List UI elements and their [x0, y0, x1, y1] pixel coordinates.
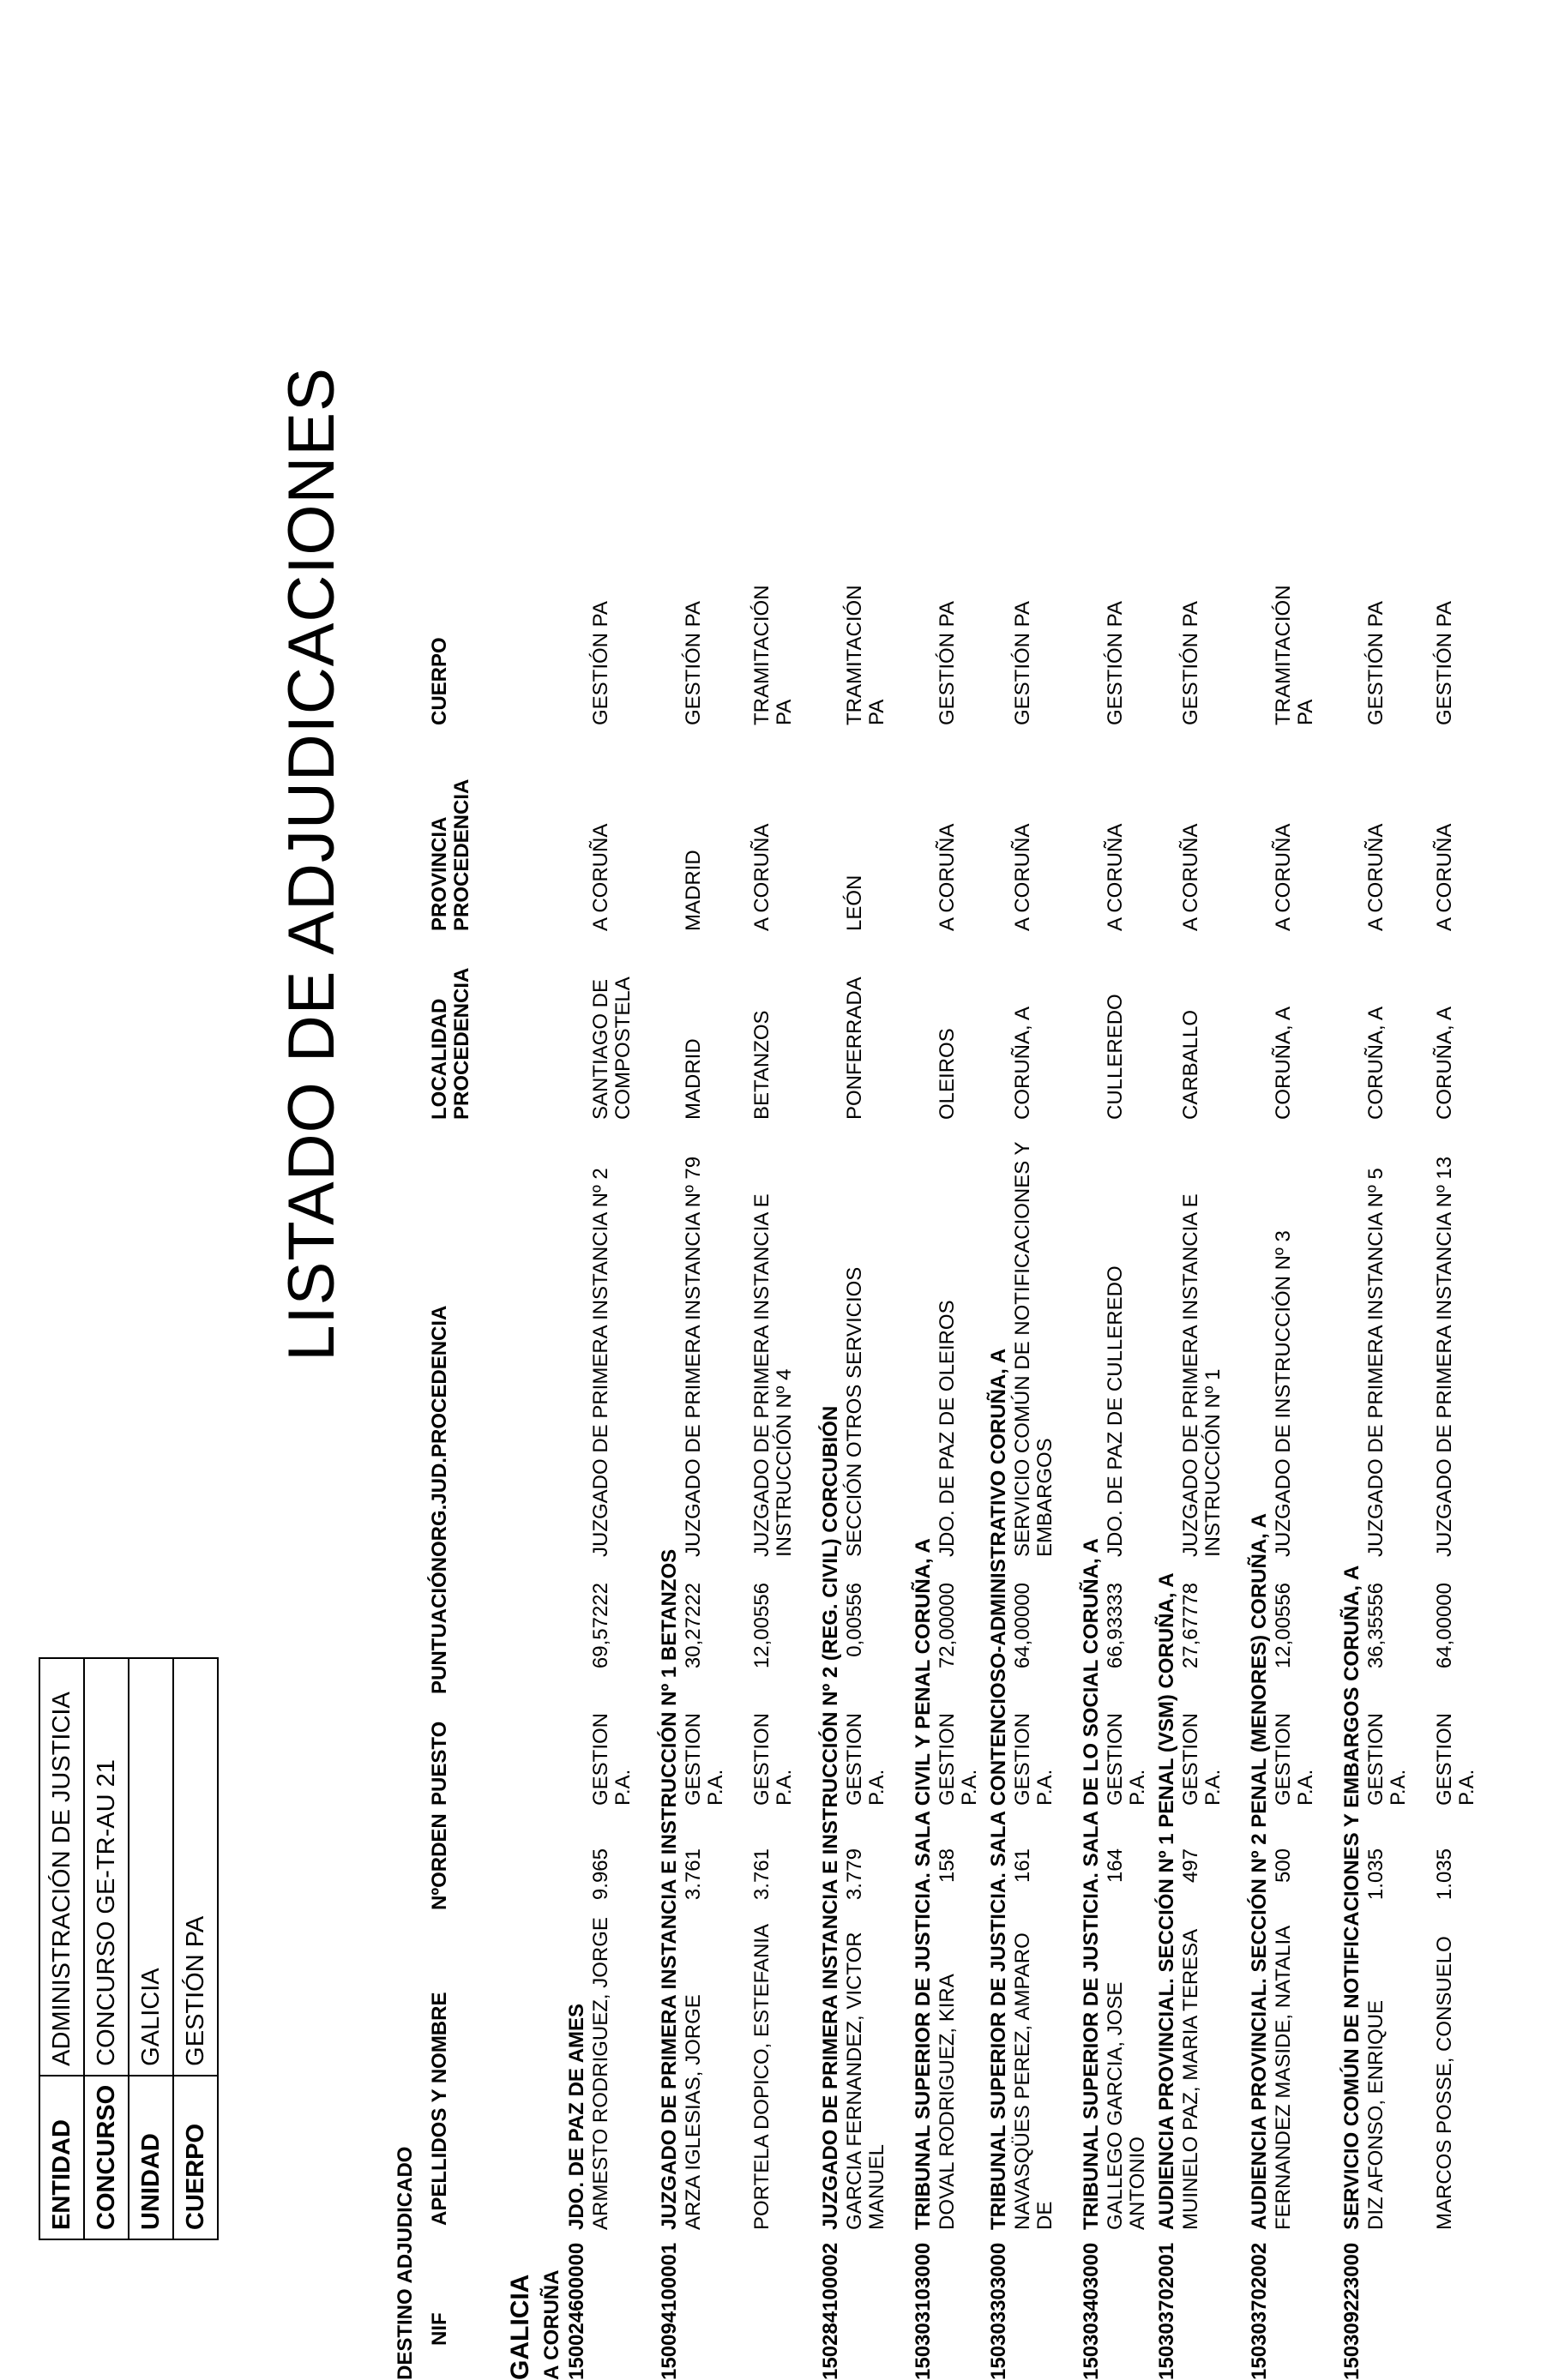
header-cuerpo: CUERPO [428, 637, 451, 725]
group-name: AUDIENCIA PROVINCIAL. SECCIÓN Nº 1 PENAL (VSM) CORUÑA, A [1155, 1572, 1178, 2230]
header-orden: NºORDEN [428, 1813, 451, 1910]
group-code: 150303702001 [1155, 2242, 1178, 2380]
score: 64,00000 [1011, 1583, 1034, 1669]
info-value: ADMINISTRACIÓN DE JUSTICIA [39, 1658, 84, 2076]
post: GESTION P.A. [682, 1712, 727, 1806]
body-name: TRAMITACIÓN PA [750, 585, 796, 725]
origin-locality: SANTIAGO DE COMPOSTELA [589, 977, 635, 1120]
applicant-name: ARMESTO RODRIGUEZ, JORGE [589, 1917, 612, 2230]
header-nif: NIF [428, 2312, 451, 2346]
origin-locality: CORUÑA, A [1433, 1006, 1456, 1120]
info-value: CONCURSO GE-TR-AU 21 [84, 1658, 129, 2076]
header-destino: DESTINO ADJUDICADO [394, 2146, 417, 2380]
score: 36,35556 [1364, 1583, 1387, 1669]
origin-court: JUZGADO DE PRIMERA INSTANCIA Nº 5 [1364, 1168, 1387, 1557]
post: GESTION P.A. [1104, 1712, 1149, 1806]
origin-province: MADRID [682, 850, 705, 931]
origin-locality: MADRID [682, 1038, 705, 1120]
info-row [129, 1658, 173, 2239]
score: 0,00556 [843, 1583, 866, 1657]
group-code: 150284100002 [819, 2242, 842, 2380]
info-row [173, 1658, 218, 2239]
order-number: 3.779 [843, 1848, 866, 1901]
origin-court: SERVICIO COMÚN DE NOTIFICACIONES Y EMBARGOS [1011, 1141, 1056, 1557]
applicant-name: PORTELA DOPICO, ESTEFANIA [750, 1924, 773, 2230]
post: GESTION P.A. [1272, 1712, 1317, 1806]
body-name: GESTIÓN PA [936, 601, 959, 725]
post: GESTION P.A. [1433, 1712, 1478, 1806]
order-number: 1.035 [1364, 1848, 1387, 1901]
score: 64,00000 [1433, 1583, 1456, 1669]
header-org: ORG.JUD.PROCEDENCIA [428, 1305, 451, 1557]
order-number: 9.965 [589, 1848, 612, 1901]
origin-province: A CORUÑA [1179, 823, 1202, 931]
applicant-name: DOVAL RODRIGUEZ, KIRA [936, 1974, 959, 2230]
applicant-name: DIZ AFONSO, ENRIQUE [1364, 1999, 1387, 2230]
post: GESTION P.A. [750, 1712, 796, 1806]
order-number: 3.761 [682, 1848, 705, 1901]
order-number: 500 [1272, 1848, 1295, 1884]
origin-province: A CORUÑA [1011, 823, 1034, 931]
origin-court: JDO. DE PAZ DE CULLEREDO [1104, 1265, 1127, 1557]
applicant-name: MARCOS POSSE, CONSUELO [1433, 1936, 1456, 2230]
post: GESTION P.A. [1364, 1712, 1410, 1806]
score: 12,00556 [1272, 1583, 1295, 1669]
origin-court: JUZGADO DE PRIMERA INSTANCIA E INSTRUCCIÓN Nº 4 [750, 1193, 796, 1557]
header-localidad: LOCALIDAD PROCEDENCIA [428, 967, 473, 1120]
score: 69,57222 [589, 1583, 612, 1669]
origin-locality: CORUÑA, A [1272, 1006, 1295, 1120]
info-row [84, 1658, 129, 2239]
post: GESTION P.A. [936, 1712, 981, 1806]
body-name: GESTIÓN PA [682, 601, 705, 725]
info-key: CONCURSO [84, 2076, 129, 2239]
header-puesto: PUESTO [428, 1721, 451, 1806]
origin-locality: OLEIROS [936, 1028, 959, 1120]
info-value: GESTIÓN PA [173, 1658, 218, 2076]
group-code: 150303303000 [987, 2242, 1010, 2380]
order-number: 161 [1011, 1848, 1034, 1884]
body-name: GESTIÓN PA [1364, 601, 1387, 725]
group-name: AUDIENCIA PROVINCIAL. SECCIÓN Nº 2 PENAL (MENORES) CORUÑA, A [1248, 1513, 1271, 2230]
applicant-name: GARCIA FERNANDEZ, VICTOR MANUEL [843, 1932, 888, 2230]
order-number: 497 [1179, 1848, 1202, 1884]
info-table [39, 1657, 219, 2240]
group-code: 150303103000 [912, 2242, 935, 2380]
group-name: TRIBUNAL SUPERIOR DE JUSTICIA. SALA CONTENCIOSO-ADMINISTRATIVO CORUÑA, A [987, 1348, 1010, 2230]
group-code: 150024600000 [565, 2242, 588, 2380]
group-name: JUZGADO DE PRIMERA INSTANCIA E INSTRUCCIÓN Nº 2 (REG. CIVIL) CORCUBIÓN [819, 1405, 842, 2230]
order-number: 1.035 [1433, 1848, 1456, 1901]
applicant-name: MUINELO PAZ, MARIA TERESA [1179, 1928, 1202, 2230]
post: GESTION P.A. [1011, 1712, 1056, 1806]
body-name: GESTIÓN PA [589, 601, 612, 725]
body-name: GESTIÓN PA [1104, 601, 1127, 725]
header-provincia: PROVINCIA PROCEDENCIA [428, 778, 473, 931]
origin-province: A CORUÑA [1104, 823, 1127, 931]
origin-province: A CORUÑA [589, 823, 612, 931]
origin-court: JUZGADO DE INSTRUCCIÓN Nº 3 [1272, 1230, 1295, 1557]
post: GESTION P.A. [1179, 1712, 1225, 1806]
body-name: TRAMITACIÓN PA [1272, 585, 1317, 725]
origin-court: JUZGADO DE PRIMERA INSTANCIA Nº 13 [1433, 1156, 1456, 1557]
post: GESTION P.A. [843, 1712, 888, 1806]
origin-province: A CORUÑA [750, 823, 773, 931]
order-number: 158 [936, 1848, 959, 1884]
info-value: GALICIA [129, 1658, 173, 2076]
info-row [39, 1658, 84, 2239]
origin-province: A CORUÑA [1364, 823, 1387, 931]
origin-court: JUZGADO DE PRIMERA INSTANCIA Nº 79 [682, 1156, 705, 1557]
group-name: JUZGADO DE PRIMERA INSTANCIA E INSTRUCCIÓN Nº 1 BETANZOS [658, 1548, 681, 2230]
post: GESTION P.A. [589, 1712, 635, 1806]
group-name: JDO. DE PAZ DE AMES [565, 2003, 588, 2230]
group-code: 150094100001 [658, 2242, 681, 2380]
applicant-name: NAVASQÜES PEREZ, AMPARO DE [1011, 1932, 1056, 2230]
origin-province: A CORUÑA [1272, 823, 1295, 931]
origin-locality: CORUÑA, A [1364, 1006, 1387, 1120]
score: 72,00000 [936, 1583, 959, 1669]
info-key: UNIDAD [129, 2076, 173, 2239]
group-name: TRIBUNAL SUPERIOR DE JUSTICIA. SALA CIVIL Y PENAL CORUÑA, A [912, 1538, 935, 2230]
header-apellidos: APELLIDOS Y NOMBRE [428, 1992, 451, 2226]
score: 30,27222 [682, 1583, 705, 1669]
body-name: GESTIÓN PA [1011, 601, 1034, 725]
origin-court: JUZGADO DE PRIMERA INSTANCIA E INSTRUCCIÓN Nº 1 [1179, 1193, 1225, 1557]
body-name: GESTIÓN PA [1433, 601, 1456, 725]
score: 12,00556 [750, 1583, 773, 1669]
info-key: CUERPO [173, 2076, 218, 2239]
score: 66,93333 [1104, 1583, 1127, 1669]
body-name: TRAMITACIÓN PA [843, 585, 888, 725]
origin-locality: CULLEREDO [1104, 994, 1127, 1120]
applicant-name: FERNANDEZ MASIDE, NATALIA [1272, 1925, 1295, 2230]
page-title: LISTADO DE ADJUDICACIONES [275, 367, 348, 1361]
origin-locality: PONFERRADA [843, 977, 866, 1120]
origin-locality: CARBALLO [1179, 1009, 1202, 1120]
group-code: 150303403000 [1080, 2242, 1103, 2380]
applicant-name: GALLEGO GARCIA, JOSE ANTONIO [1104, 1981, 1149, 2230]
province-name: A CORUÑA [540, 2269, 563, 2380]
info-key: ENTIDAD [39, 2076, 84, 2239]
origin-court: SECCIÓN OTROS SERVICIOS [843, 1266, 866, 1557]
group-code: 150309223000 [1340, 2242, 1363, 2380]
group-name: TRIBUNAL SUPERIOR DE JUSTICIA. SALA DE LO SOCIAL CORUÑA, A [1080, 1538, 1103, 2230]
origin-province: A CORUÑA [1433, 823, 1456, 931]
origin-province: A CORUÑA [936, 823, 959, 931]
order-number: 3.761 [750, 1848, 773, 1901]
score: 27,67778 [1179, 1583, 1202, 1669]
group-name: SERVICIO COMÚN DE NOTIFICACIONES Y EMBARGOS CORUÑA, A [1340, 1565, 1363, 2230]
order-number: 164 [1104, 1848, 1127, 1884]
origin-court: JDO. DE PAZ DE OLEIROS [936, 1300, 959, 1557]
body-name: GESTIÓN PA [1179, 601, 1202, 725]
applicant-name: ARZA IGLESIAS, JORGE [682, 1994, 705, 2230]
header-puntuacion: PUNTUACIÓN [428, 1557, 451, 1694]
origin-province: LEÓN [843, 874, 866, 931]
origin-locality: BETANZOS [750, 1010, 773, 1120]
group-code: 150303702002 [1248, 2242, 1271, 2380]
region-name: GALICIA [506, 2274, 534, 2380]
origin-locality: CORUÑA, A [1011, 1006, 1034, 1120]
origin-court: JUZGADO DE PRIMERA INSTANCIA Nº 2 [589, 1168, 612, 1557]
